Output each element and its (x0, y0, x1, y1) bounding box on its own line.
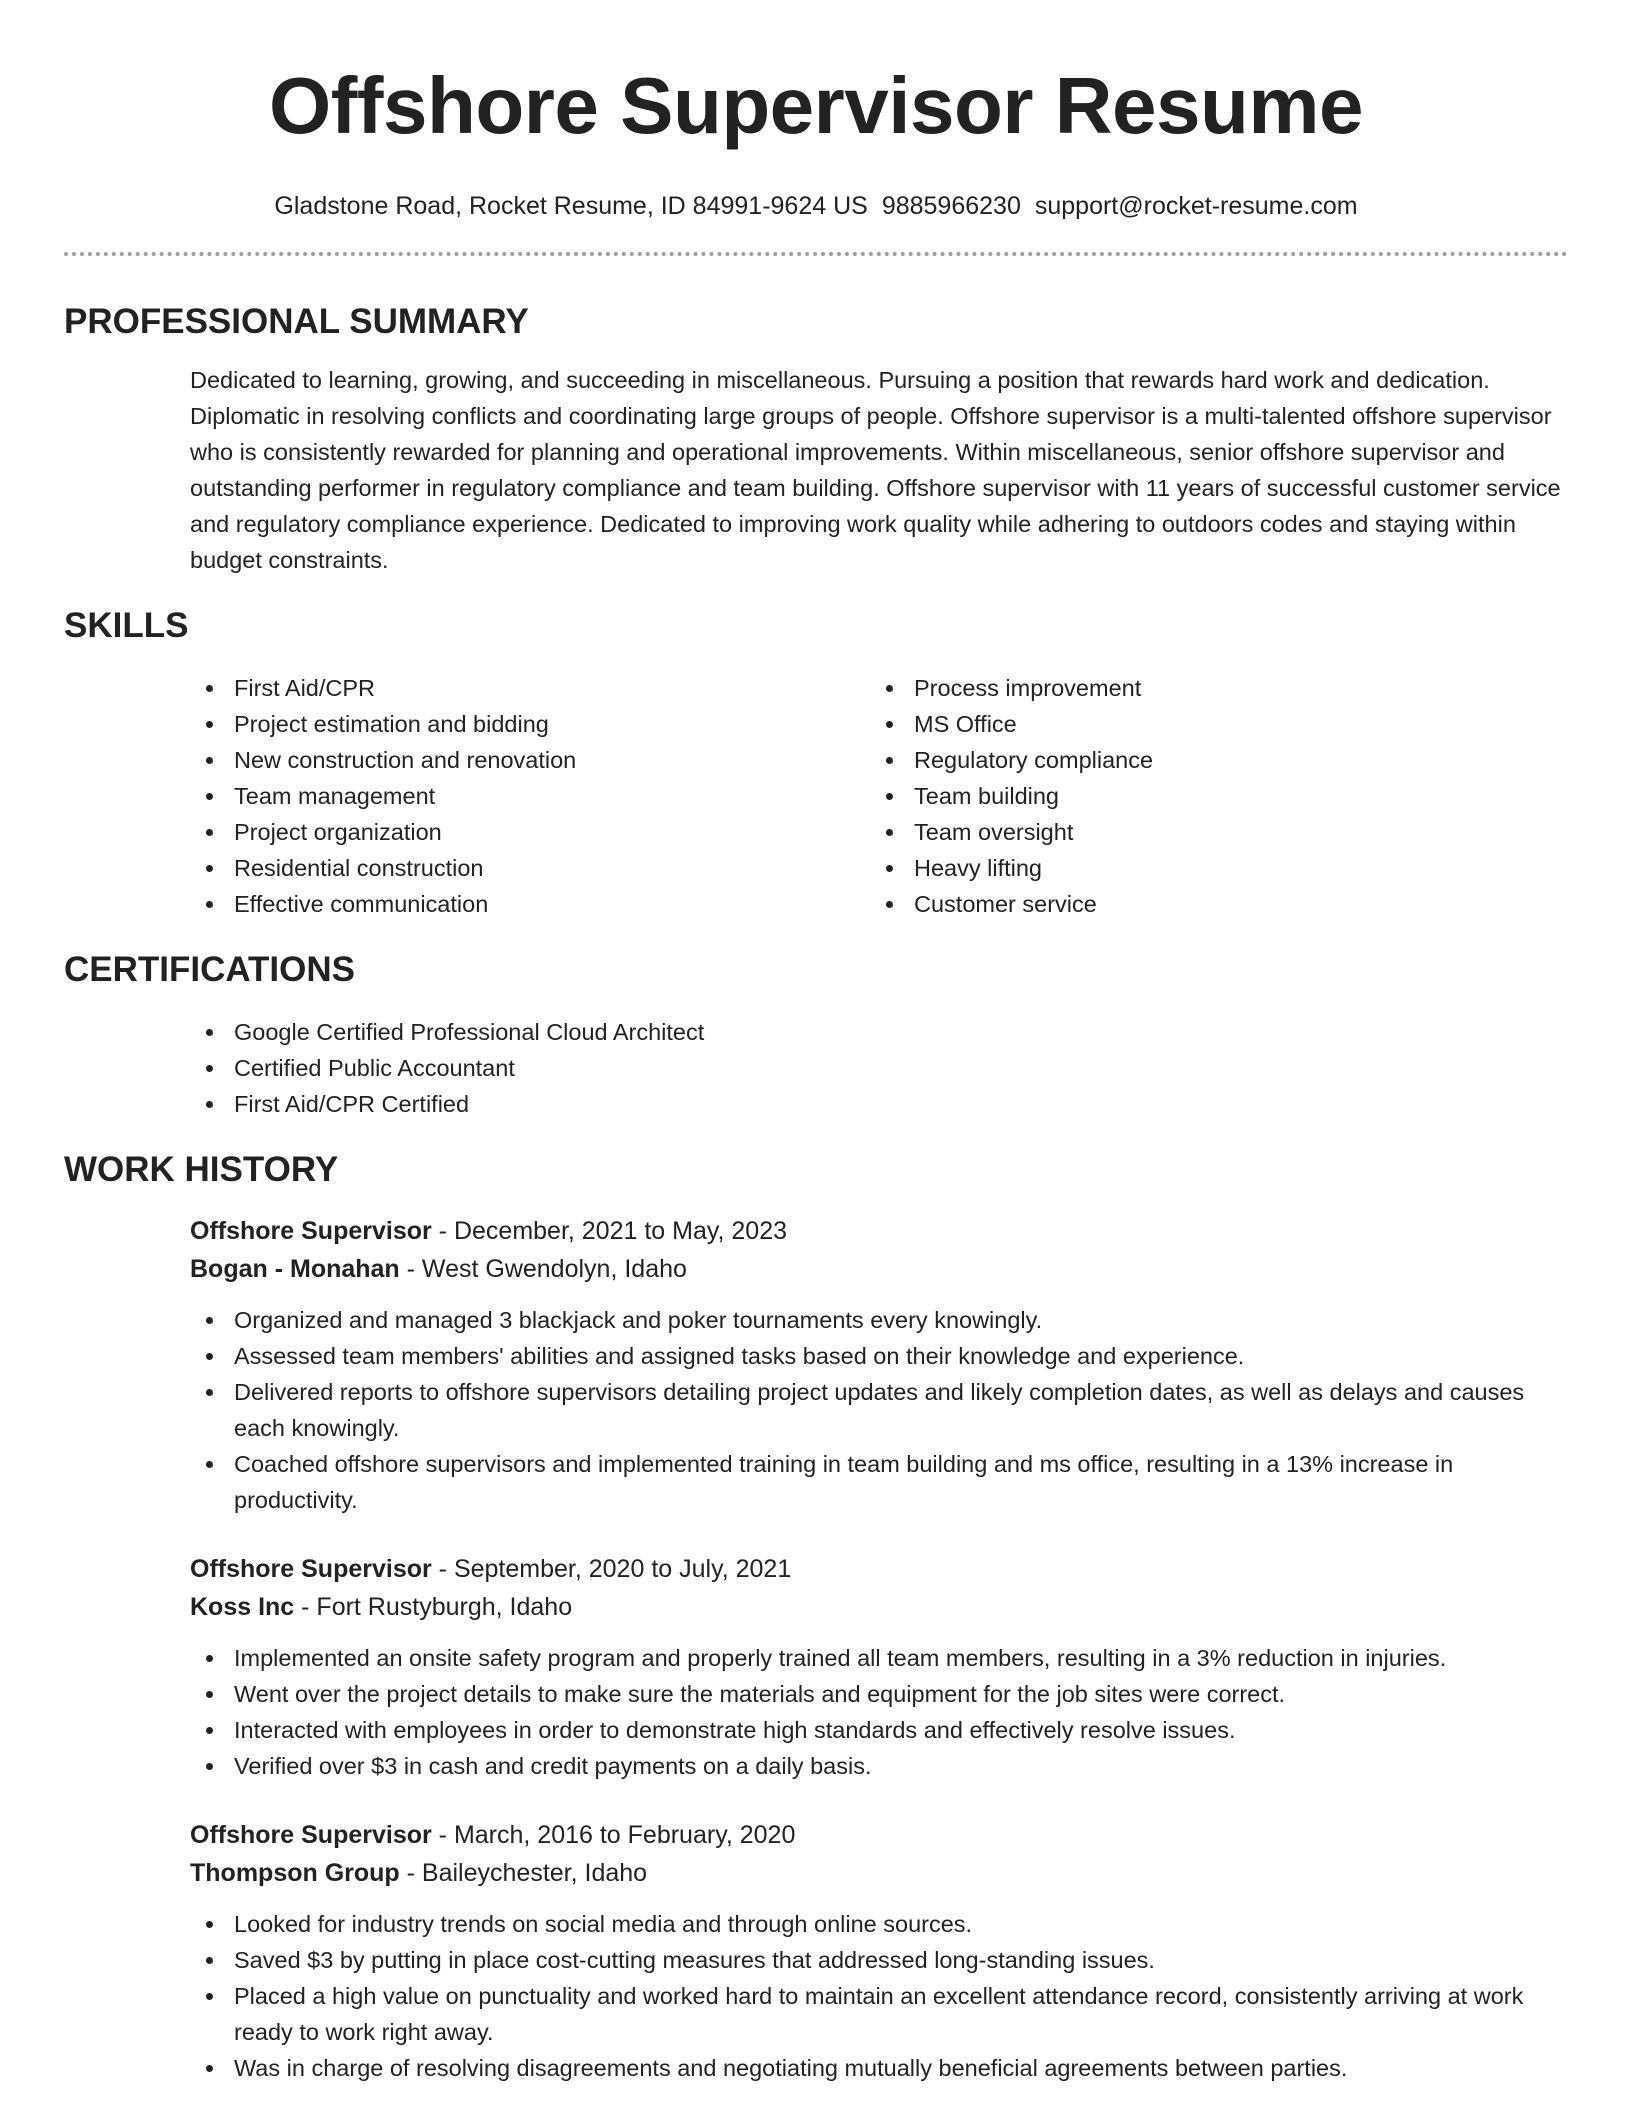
job-title: Offshore Supervisor (190, 1555, 432, 1583)
skill-item: Team building (870, 778, 1550, 814)
job-company: Koss Inc (190, 1593, 295, 1621)
certifications-list (190, 1014, 1568, 1122)
summary-heading: PROFESSIONAL SUMMARY (64, 302, 529, 341)
certifications-heading: CERTIFICATIONS (64, 950, 356, 989)
job-dates: - September, 2020 to July, 2021 (431, 1555, 792, 1583)
skill-item: Team management (190, 778, 870, 814)
job-entry (190, 1212, 1568, 1518)
skill-item: Project estimation and bidding (190, 706, 870, 742)
contact-line (64, 190, 1568, 222)
skill-item: First Aid/CPR (190, 670, 870, 706)
job-bullet-list (64, 1906, 1568, 2086)
summary-text: Dedicated to learning, growing, and succeeding in miscellaneous. Pursuing a position that rewards hard work and dedication. Diplomatic in resolving conflicts and coordinating large groups of people. Offshore supervisor is a multi-talented offshore supervisor who is consistently rewarded for planning and operational improvements. Within miscellaneous, senior offshore supervisor and outstanding performer in regulatory compliance and team building. Offshore supervisor with 11 years of successful customer service and regulatory compliance experience. Dedicated to improving work quality while adhering to outdoors codes and staying within budget constraints. (190, 367, 1561, 573)
job-company: Thompson Group (190, 1859, 400, 1887)
job-bullet: Implemented an onsite safety program and properly trained all team members, resulting in a 3% reduction in injuries. (190, 1640, 1568, 1676)
job-location: - Baileychester, Idaho (399, 1859, 648, 1887)
job-title: Offshore Supervisor (190, 1821, 432, 1849)
skill-item: Residential construction (190, 850, 870, 886)
skill-item: Team oversight (870, 814, 1550, 850)
job-bullet: Saved $3 by putting in place cost-cutting measures that addressed long-standing issues. (190, 1942, 1568, 1978)
skills-left-column (190, 670, 870, 922)
skill-item: Project organization (190, 814, 870, 850)
job-bullet: Was in charge of resolving disagreements and negotiating mutually beneficial agreements between parties. (190, 2050, 1568, 2086)
contact-email[interactable]: support@rocket-resume.com (1034, 192, 1358, 220)
job-title-line (190, 1816, 1568, 1854)
job-bullet-list (64, 1640, 1568, 1784)
skill-item: Customer service (870, 886, 1550, 922)
job-bullet: Went over the project details to make sure the materials and equipment for the job sites were correct. (190, 1676, 1568, 1712)
resume-title: Offshore Supervisor Resume (269, 61, 1363, 150)
certification-item: Certified Public Accountant (190, 1050, 1568, 1086)
skills-grid (190, 670, 1568, 922)
job-bullet: Interacted with employees in order to demonstrate high standards and effectively resolve issues. (190, 1712, 1568, 1748)
job-location: - Fort Rustyburgh, Idaho (294, 1593, 573, 1621)
job-location: - West Gwendolyn, Idaho (399, 1255, 687, 1283)
job-title: Offshore Supervisor (190, 1217, 432, 1245)
job-bullet-list (64, 1302, 1568, 1518)
job-company-line (190, 1588, 1568, 1626)
job-bullet: Placed a high value on punctuality and worked hard to maintain an excellent attendance record, consistently arriving at work ready to work right away. (190, 1978, 1568, 2050)
job-bullet: Delivered reports to offshore supervisors detailing project updates and likely completion dates, as well as delays and causes each knowingly. (190, 1374, 1568, 1446)
skill-item: Process improvement (870, 670, 1550, 706)
job-bullet: Verified over $3 in cash and credit payments on a daily basis. (190, 1748, 1568, 1784)
job-bullet: Assessed team members' abilities and assigned tasks based on their knowledge and experience. (190, 1338, 1568, 1374)
job-entry (190, 1550, 1568, 1784)
header-divider (64, 252, 1568, 256)
job-company-line (190, 1854, 1568, 1892)
job-dates: - December, 2021 to May, 2023 (431, 1217, 788, 1245)
work-history-heading: WORK HISTORY (64, 1150, 339, 1189)
skills-heading: SKILLS (64, 606, 189, 645)
job-entry (190, 1816, 1568, 2086)
job-title-line (190, 1212, 1568, 1250)
skill-item: New construction and renovation (190, 742, 870, 778)
job-bullet: Organized and managed 3 blackjack and poker tournaments every knowingly. (190, 1302, 1568, 1338)
contact-address: Gladstone Road, Rocket Resume, ID 84991-9624 US (274, 192, 868, 220)
certification-item: First Aid/CPR Certified (190, 1086, 1568, 1122)
skill-item: Heavy lifting (870, 850, 1550, 886)
job-bullet: Looked for industry trends on social media and through online sources. (190, 1906, 1568, 1942)
certification-item: Google Certified Professional Cloud Architect (190, 1014, 1568, 1050)
job-company: Bogan - Monahan (190, 1255, 400, 1283)
skill-item: MS Office (870, 706, 1550, 742)
skills-right-column (870, 670, 1550, 922)
job-dates: - March, 2016 to February, 2020 (431, 1821, 796, 1849)
contact-phone: 9885966230 (881, 192, 1021, 220)
skill-item: Regulatory compliance (870, 742, 1550, 778)
job-bullet: Coached offshore supervisors and implemented training in team building and ms office, resulting in a 13% increase in productivity. (190, 1446, 1568, 1518)
skill-item: Effective communication (190, 886, 870, 922)
job-title-line (190, 1550, 1568, 1588)
job-company-line (190, 1250, 1568, 1288)
